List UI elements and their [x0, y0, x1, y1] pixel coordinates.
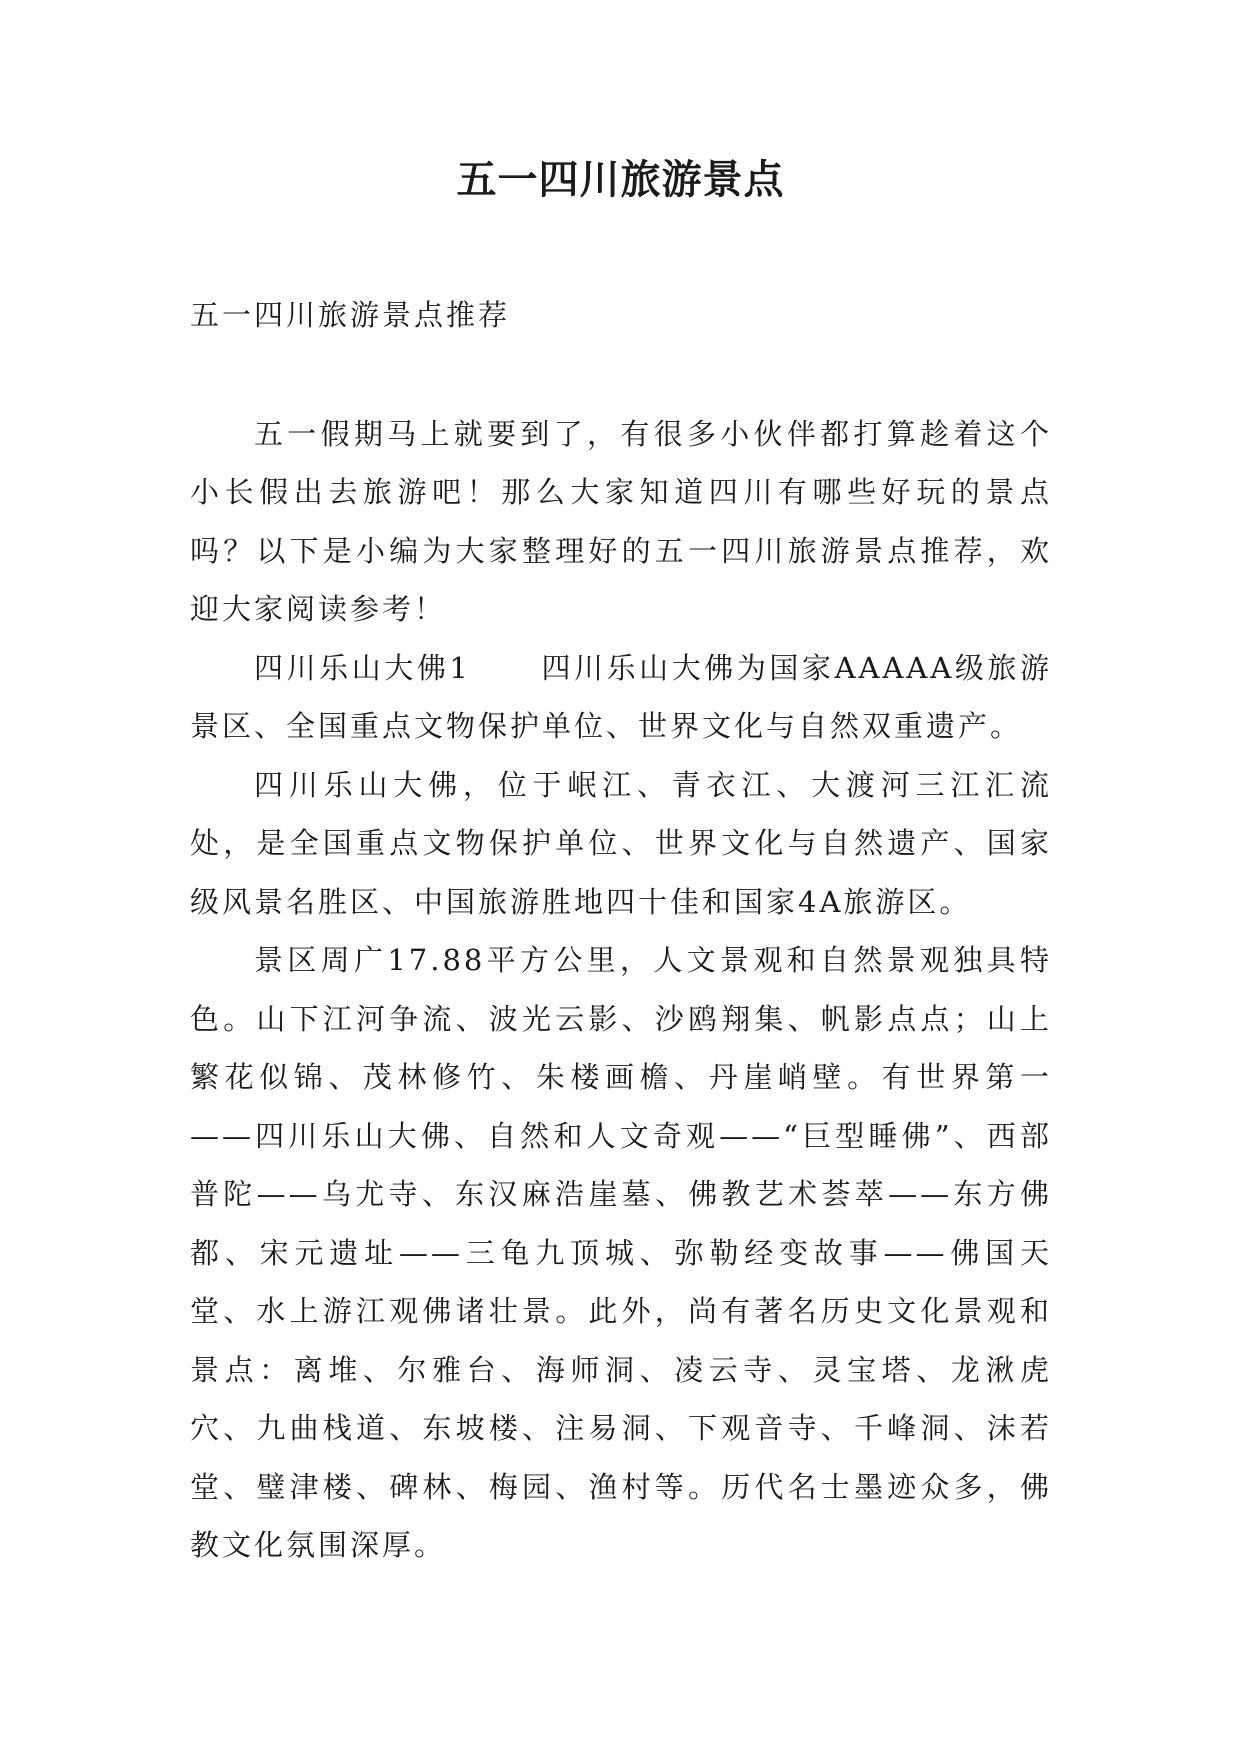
paragraph-leshan-rating: 四川乐山大佛为国家AAAAA级旅游景区、全国重点文物保护单位、世界文化与自然双重遗产。 [190, 650, 1052, 743]
section-heading: 四川乐山大佛1 [254, 650, 471, 685]
paragraph-leshan-heading [190, 639, 1052, 756]
paragraph-leshan-location: 四川乐山大佛，位于岷江、青衣江、大渡河三江汇流处，是全国重点文物保护单位、世界文化与自然遗产、国家级风景名胜区、中国旅游胜地四十佳和国家4A旅游区。 [190, 767, 1052, 919]
document-body [190, 286, 1052, 1575]
paragraph-intro: 五一假期马上就要到了，有很多小伙伴都打算趁着这个小长假出去旅游吧！那么大家知道四川有哪些好玩的景点吗？以下是小编为大家整理好的五一四川旅游景点推荐，欢迎大家阅读参考！ [190, 416, 1052, 626]
document-title: 五一四川旅游景点 [456, 157, 785, 203]
document-subtitle: 五一四川旅游景点推荐 [190, 298, 511, 332]
paragraph-scenic-area: 景区周广17.88平方公里，人文景观和自然景观独具特色。山下江河争流、波光云影、沙鸥翔集、帆影点点；山上繁花似锦、茂林修竹、朱楼画檐、丹崖峭壁。有世界第一——四川乐山大佛、自然和人文奇观——“巨型睡佛”、西部普陀——乌尤寺、东汉麻浩崖墓、佛教艺术荟萃——东方佛都、宋元遗址——三龟九顶城、弥勒经变故事——佛国天堂、水上游江观佛诸壮景。此外，尚有著名历史文化景观和景点：离堆、尔雅台、海师洞、凌云寺、灵宝塔、龙湫虎穴、九曲栈道、东坡楼、注易洞、下观音寺、千峰洞、沫若堂、璧津楼、碑林、梅园、渔村等。历代名士墨迹众多，佛教文化氛围深厚。 [190, 943, 1052, 1562]
